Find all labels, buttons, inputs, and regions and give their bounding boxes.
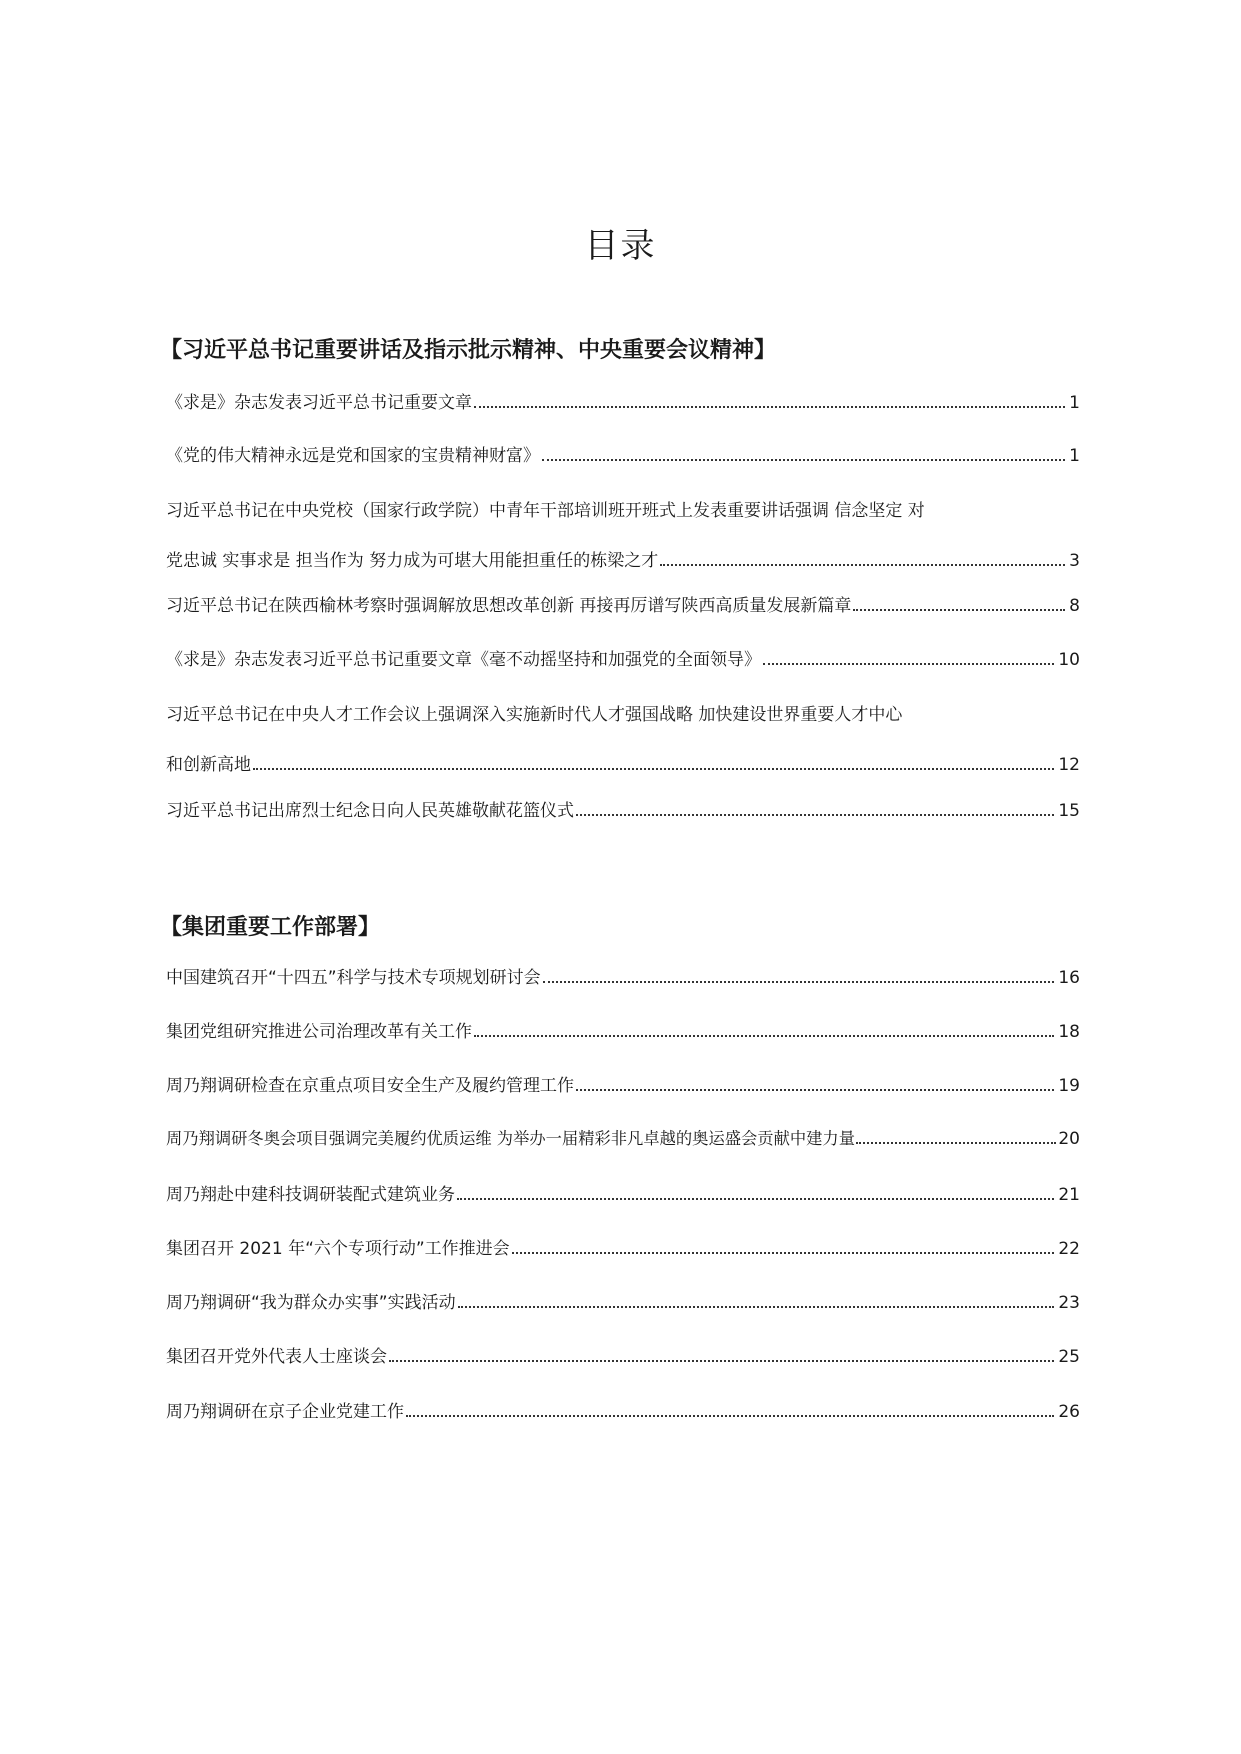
toc-entry-page: 10 xyxy=(1058,650,1080,670)
toc-entry-title: 中国建筑召开“十四五”科学与技术专项规划研讨会 xyxy=(166,968,541,988)
toc-entry-title: 周乃翔赴中建科技调研装配式建筑业务 xyxy=(166,1185,455,1205)
toc-entry-title: 习近平总书记出席烈士纪念日向人民英雄敬献花篮仪式 xyxy=(166,801,574,821)
toc-entry-title: 周乃翔调研“我为群众办实事”实践活动 xyxy=(166,1293,456,1313)
toc-entry-title: 《求是》杂志发表习近平总书记重要文章《毫不动摇坚持和加强党的全面领导》 xyxy=(166,650,761,670)
dot-leader xyxy=(474,1035,1054,1037)
toc-entry[interactable] xyxy=(166,1071,1080,1097)
toc-entry-title: 集团召开 2021 年“六个专项行动”工作推进会 xyxy=(166,1239,510,1259)
toc-entry-title: 周乃翔调研冬奥会项目强调完美履约优质运维 为举办一届精彩非凡卓越的奥运盛会贡献中建力量 xyxy=(166,1129,855,1148)
toc-entry-title: 习近平总书记在陕西榆林考察时强调解放思想改革创新 再接再厉谱写陕西高质量发展新篇章 xyxy=(166,596,852,616)
toc-entry-page: 18 xyxy=(1058,1022,1080,1042)
toc-entry[interactable] xyxy=(166,963,1080,989)
toc-entry-page: 3 xyxy=(1069,551,1080,571)
dot-leader xyxy=(576,1089,1054,1091)
toc-entry-page: 15 xyxy=(1058,801,1080,821)
toc-entry[interactable] xyxy=(166,591,1080,617)
dot-leader xyxy=(406,1415,1054,1417)
dot-leader xyxy=(853,609,1065,611)
toc-entry-page: 12 xyxy=(1058,755,1080,775)
toc-entry[interactable] xyxy=(166,700,1080,776)
toc-entry-title: 党忠诚 实事求是 担当作为 努力成为可堪大用能担重任的栋梁之才 xyxy=(166,551,659,571)
toc-entry[interactable] xyxy=(166,1017,1080,1043)
toc-entry[interactable] xyxy=(166,1180,1080,1206)
toc-entry[interactable] xyxy=(166,1342,1080,1368)
toc-entry-title: 《求是》杂志发表习近平总书记重要文章 xyxy=(166,393,472,413)
toc-entry-page: 20 xyxy=(1058,1129,1080,1149)
dot-leader xyxy=(512,1252,1055,1254)
dot-leader xyxy=(576,814,1054,816)
toc-entry[interactable] xyxy=(166,796,1080,822)
toc-entry-title-line1: 习近平总书记在中央人才工作会议上强调深入实施新时代人才强国战略 加快建设世界重要人才中心 xyxy=(166,705,903,725)
toc-entry-title: 集团党组研究推进公司治理改革有关工作 xyxy=(166,1022,472,1042)
dot-leader xyxy=(542,459,1065,461)
toc-entry-page: 1 xyxy=(1069,446,1080,466)
toc-entry[interactable] xyxy=(166,1234,1080,1260)
toc-entry-title: 和创新高地 xyxy=(166,755,251,775)
toc-entry-page: 22 xyxy=(1058,1239,1080,1259)
dot-leader xyxy=(474,406,1065,408)
toc-entry[interactable] xyxy=(166,1397,1080,1423)
section-heading-speeches: 【习近平总书记重要讲话及指示批示精神、中央重要会议精神】 xyxy=(160,338,777,363)
toc-entry-title: 周乃翔调研在京子企业党建工作 xyxy=(166,1402,404,1422)
dot-leader xyxy=(458,1306,1055,1308)
toc-entry[interactable] xyxy=(166,1125,1080,1151)
dot-leader xyxy=(763,663,1054,665)
dot-leader xyxy=(253,768,1054,770)
toc-entry[interactable] xyxy=(166,1288,1080,1314)
toc-entry-page: 1 xyxy=(1069,393,1080,413)
toc-entry[interactable] xyxy=(166,441,1080,467)
toc-entry-page: 8 xyxy=(1069,596,1080,616)
dot-leader xyxy=(543,981,1055,983)
dot-leader xyxy=(856,1142,1056,1144)
page-title: 目录 xyxy=(584,226,657,266)
dot-leader xyxy=(389,1360,1054,1362)
toc-entry-page: 21 xyxy=(1058,1185,1080,1205)
toc-entry-page: 23 xyxy=(1058,1293,1080,1313)
toc-entry-title: 周乃翔调研检查在京重点项目安全生产及履约管理工作 xyxy=(166,1076,574,1096)
dot-leader xyxy=(457,1198,1054,1200)
toc-entry[interactable] xyxy=(166,388,1080,414)
toc-entry-title: 《党的伟大精神永远是党和国家的宝贵精神财富》 xyxy=(166,446,540,466)
toc-entry-title: 集团召开党外代表人士座谈会 xyxy=(166,1347,387,1367)
section-heading-group-work: 【集团重要工作部署】 xyxy=(160,915,381,940)
toc-entry-page: 25 xyxy=(1058,1347,1080,1367)
toc-entry[interactable] xyxy=(166,645,1080,671)
toc-entry-page: 26 xyxy=(1058,1402,1080,1422)
toc-entry-page: 16 xyxy=(1058,968,1080,988)
toc-entry[interactable] xyxy=(166,496,1080,572)
dot-leader xyxy=(660,564,1065,566)
toc-entry-page: 19 xyxy=(1058,1076,1080,1096)
toc-entry-title-line1: 习近平总书记在中央党校（国家行政学院）中青年干部培训班开班式上发表重要讲话强调 信念坚定 对 xyxy=(166,501,925,521)
